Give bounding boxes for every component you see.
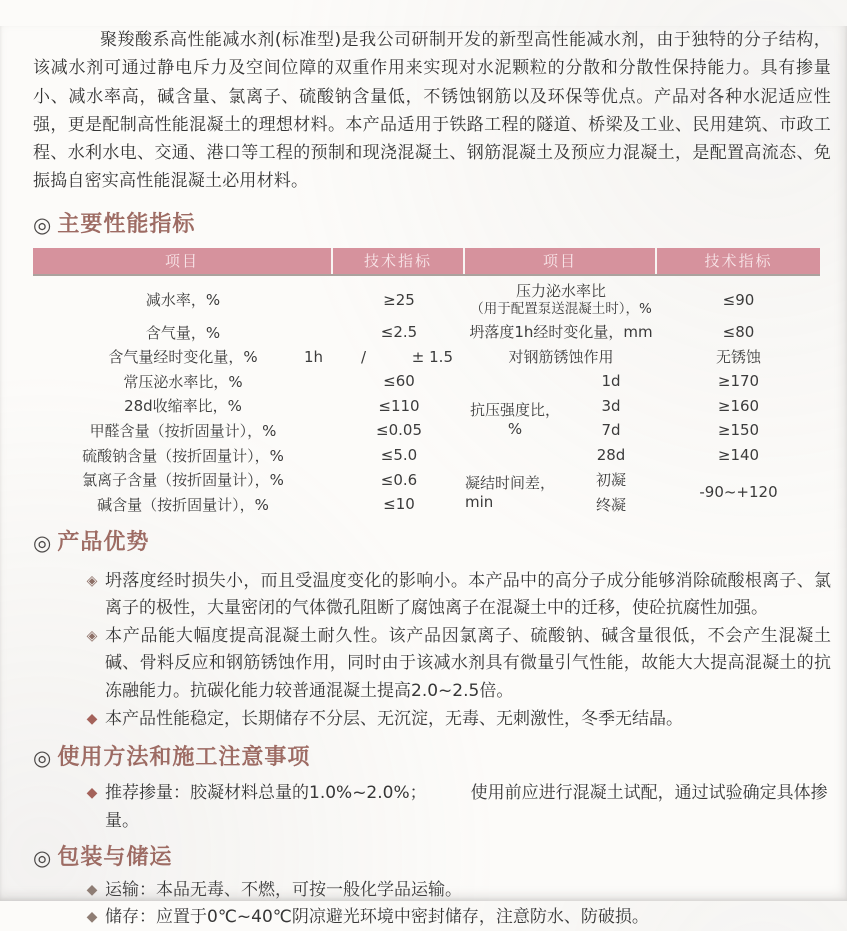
- diamond-bullet-icon: ◈: [86, 572, 98, 589]
- value-cell: ≥140: [717, 446, 760, 465]
- group-value: -90~+120: [699, 482, 778, 501]
- age-cell: 7d: [601, 421, 621, 440]
- table-row: [465, 320, 820, 345]
- age-cell: 28d: [596, 446, 626, 465]
- setting-time-group: [465, 467, 820, 516]
- list-item: [33, 623, 831, 706]
- performance-table: [33, 248, 820, 517]
- list-item: [33, 877, 831, 904]
- diamond-bullet-icon: ◈: [86, 627, 98, 644]
- row-label: [465, 282, 657, 318]
- row-value: ≤5.0: [380, 446, 418, 465]
- header-cell-item-right: 项目: [465, 248, 657, 274]
- group-age-column: [565, 369, 657, 467]
- value-cell: ≥170: [717, 372, 760, 391]
- age-cell: 3d: [601, 396, 621, 415]
- table-row: [465, 280, 820, 320]
- diamond-bullet-icon: ◆: [86, 882, 98, 899]
- final-set-cell: 终凝: [595, 495, 626, 514]
- row-label: 甲醛含量（按折固量计），%: [89, 421, 277, 440]
- row-label: 对钢筋锈蚀作用: [508, 347, 614, 366]
- table-row: [33, 492, 465, 517]
- group-value-column: [657, 369, 820, 467]
- value-cell: ≥150: [717, 421, 760, 440]
- group-label: 抗压强度比，%: [469, 400, 560, 438]
- table-row: [33, 394, 465, 419]
- table-left-half: [33, 280, 465, 517]
- diamond-bullet-icon: ◆: [86, 785, 98, 802]
- section-heading-usage: [33, 743, 831, 773]
- row-label-line2: （用于配置泵送混凝土时），%: [470, 300, 652, 317]
- table-row: [33, 467, 465, 492]
- row-value: ≤60: [383, 372, 415, 391]
- value-cell: ≥160: [717, 396, 760, 415]
- table-row: [33, 443, 465, 468]
- intro-paragraph: 聚羧酸系高性能减水剂(标准型)是我公司研制开发的新型高性能减水剂，由于独特的分子结构，该减水剂可通过静电斥力及空间位障的双重作用来实现对水泥颗粒的分散和分散性保持能力。具有掺量小、减水率高，碱含量、氯离子、硫酸钠含量低，不锈蚀钢筋以及环保等优点。产品对各种水泥适应性强，更是配制高性能混凝土的理想材料。本产品适用于铁路工程的隧道、桥梁及工业、民用建筑、市政工程、水利水电、交通、港口等工程的预制和现浇混凝土、钢筋混凝土及预应力混凝土，是配置高流态、免振捣自密实高性能混凝土必用材料。: [33, 30, 831, 192]
- row-value: [333, 348, 465, 366]
- table-row: [33, 369, 465, 394]
- row-value: ≤2.5: [380, 323, 418, 342]
- section-heading-packaging: [33, 843, 831, 873]
- section-title: 产品优势: [57, 529, 150, 555]
- table-row: [33, 320, 465, 345]
- row-value: ≤90: [722, 290, 755, 309]
- dosage-text: 推荐掺量：胶凝材料总量的1.0%~2.0%；: [105, 783, 427, 804]
- section-title: 使用方法和施工注意事项: [57, 745, 311, 771]
- section-title: 包装与储运: [57, 845, 173, 871]
- row-label: 硫酸钠含量（按折固量计），%: [82, 446, 284, 465]
- list-item-text: 运输：本品无毒、不燃，可按一般化学品运输。: [105, 880, 462, 901]
- usage-list-item: [33, 779, 831, 835]
- row-label: 减水率，%: [145, 291, 221, 310]
- row-label: 氯离子含量（按折固量计），%: [82, 471, 284, 490]
- circle-bullet-icon: ◎: [33, 846, 52, 871]
- strength-ratio-group: [465, 369, 820, 467]
- row-label: 28d收缩率比，%: [124, 397, 242, 416]
- table-right-half: [465, 280, 820, 517]
- table-row: [33, 344, 465, 369]
- section-heading-advantages: [33, 528, 831, 558]
- header-cell-spec-left: 技术指标: [333, 248, 465, 274]
- row-value: ≤110: [378, 396, 420, 415]
- list-item: [33, 568, 831, 623]
- header-cell-spec-right: 技术指标: [704, 252, 773, 271]
- row-label: 坍落度1h经时变化量，mm: [469, 323, 653, 342]
- row-value: ≥25: [383, 290, 415, 309]
- group-label: 凝结时间差，min: [465, 474, 556, 512]
- row-label: [33, 346, 333, 367]
- list-item-text: 坍落度经时损失小，而且受温度变化的影响小。本产品中的高分子成分能够消除硫酸根离子、氯离子的极性，大量密闭的气体微孔阻断了腐蚀离子在混凝土中的迁移，使砼抗腐性加强。: [105, 570, 831, 619]
- row-value: ≤0.6: [380, 470, 418, 489]
- list-item: [33, 904, 831, 931]
- circle-bullet-icon: ◎: [33, 530, 52, 555]
- row-value-text: ± 1.5: [411, 347, 453, 366]
- diamond-bullet-icon: ◆: [86, 909, 98, 926]
- list-item-text: 本产品能大幅度提高混凝土耐久性。该产品因氯离子、硫酸钠、碱含量很低，不会产生混凝土碱、骨料反应和钢筋锈蚀作用，同时由于该减水剂具有微量引气性能，故能大大提高混凝土的抗冻融能力。抗碳化能力较普通混凝土提高2.0~2.5倍。: [105, 625, 831, 701]
- row-label-line1: 压力泌水率比: [515, 281, 606, 300]
- slash-separator: /: [361, 347, 367, 366]
- advantages-list: [33, 568, 831, 734]
- row-value: ≤10: [383, 495, 415, 514]
- packaging-list: [33, 877, 831, 931]
- row-value: 无锈蚀: [715, 348, 761, 367]
- list-item-text: [105, 779, 831, 835]
- list-item-text: 储存：应置于0℃~40℃阴凉避光环境中密封储存，注意防水、防破损。: [105, 907, 649, 928]
- row-value: ≤80: [722, 323, 755, 342]
- age-cell: 1d: [601, 372, 621, 391]
- row-label-text: 含气量经时变化量，%: [108, 348, 258, 367]
- table-body: [33, 274, 820, 517]
- diamond-bullet-icon: ◆: [86, 710, 98, 727]
- row-label: 常压泌水率比，%: [123, 372, 243, 391]
- group-sub-column: [565, 467, 657, 516]
- list-item: [33, 706, 831, 734]
- row-sublabel: 1h: [303, 347, 323, 366]
- row-label: 含气量，%: [145, 323, 221, 342]
- initial-set-cell: 初凝: [595, 471, 626, 490]
- row-value: ≤0.05: [376, 421, 422, 440]
- table-row: [465, 344, 820, 369]
- row-label: 碱含量（按折固量计），%: [97, 495, 269, 514]
- list-item-text: 本产品性能稳定，长期储存不分层、无沉淀，无毒、无刺激性，冬季无结晶。: [105, 708, 683, 729]
- section-heading-performance: [33, 210, 831, 240]
- table-row: [33, 280, 465, 320]
- table-row: [33, 418, 465, 443]
- circle-bullet-icon: ◎: [33, 746, 52, 771]
- trial-note-text: 使用前应进行混凝土试配，通过试验确定具体掺量。: [105, 783, 828, 832]
- document-page: [0, 26, 847, 931]
- circle-bullet-icon: ◎: [33, 212, 52, 237]
- table-header-row: [33, 248, 820, 274]
- section-title: 主要性能指标: [57, 211, 196, 237]
- header-cell-item-left: 项目: [33, 248, 333, 274]
